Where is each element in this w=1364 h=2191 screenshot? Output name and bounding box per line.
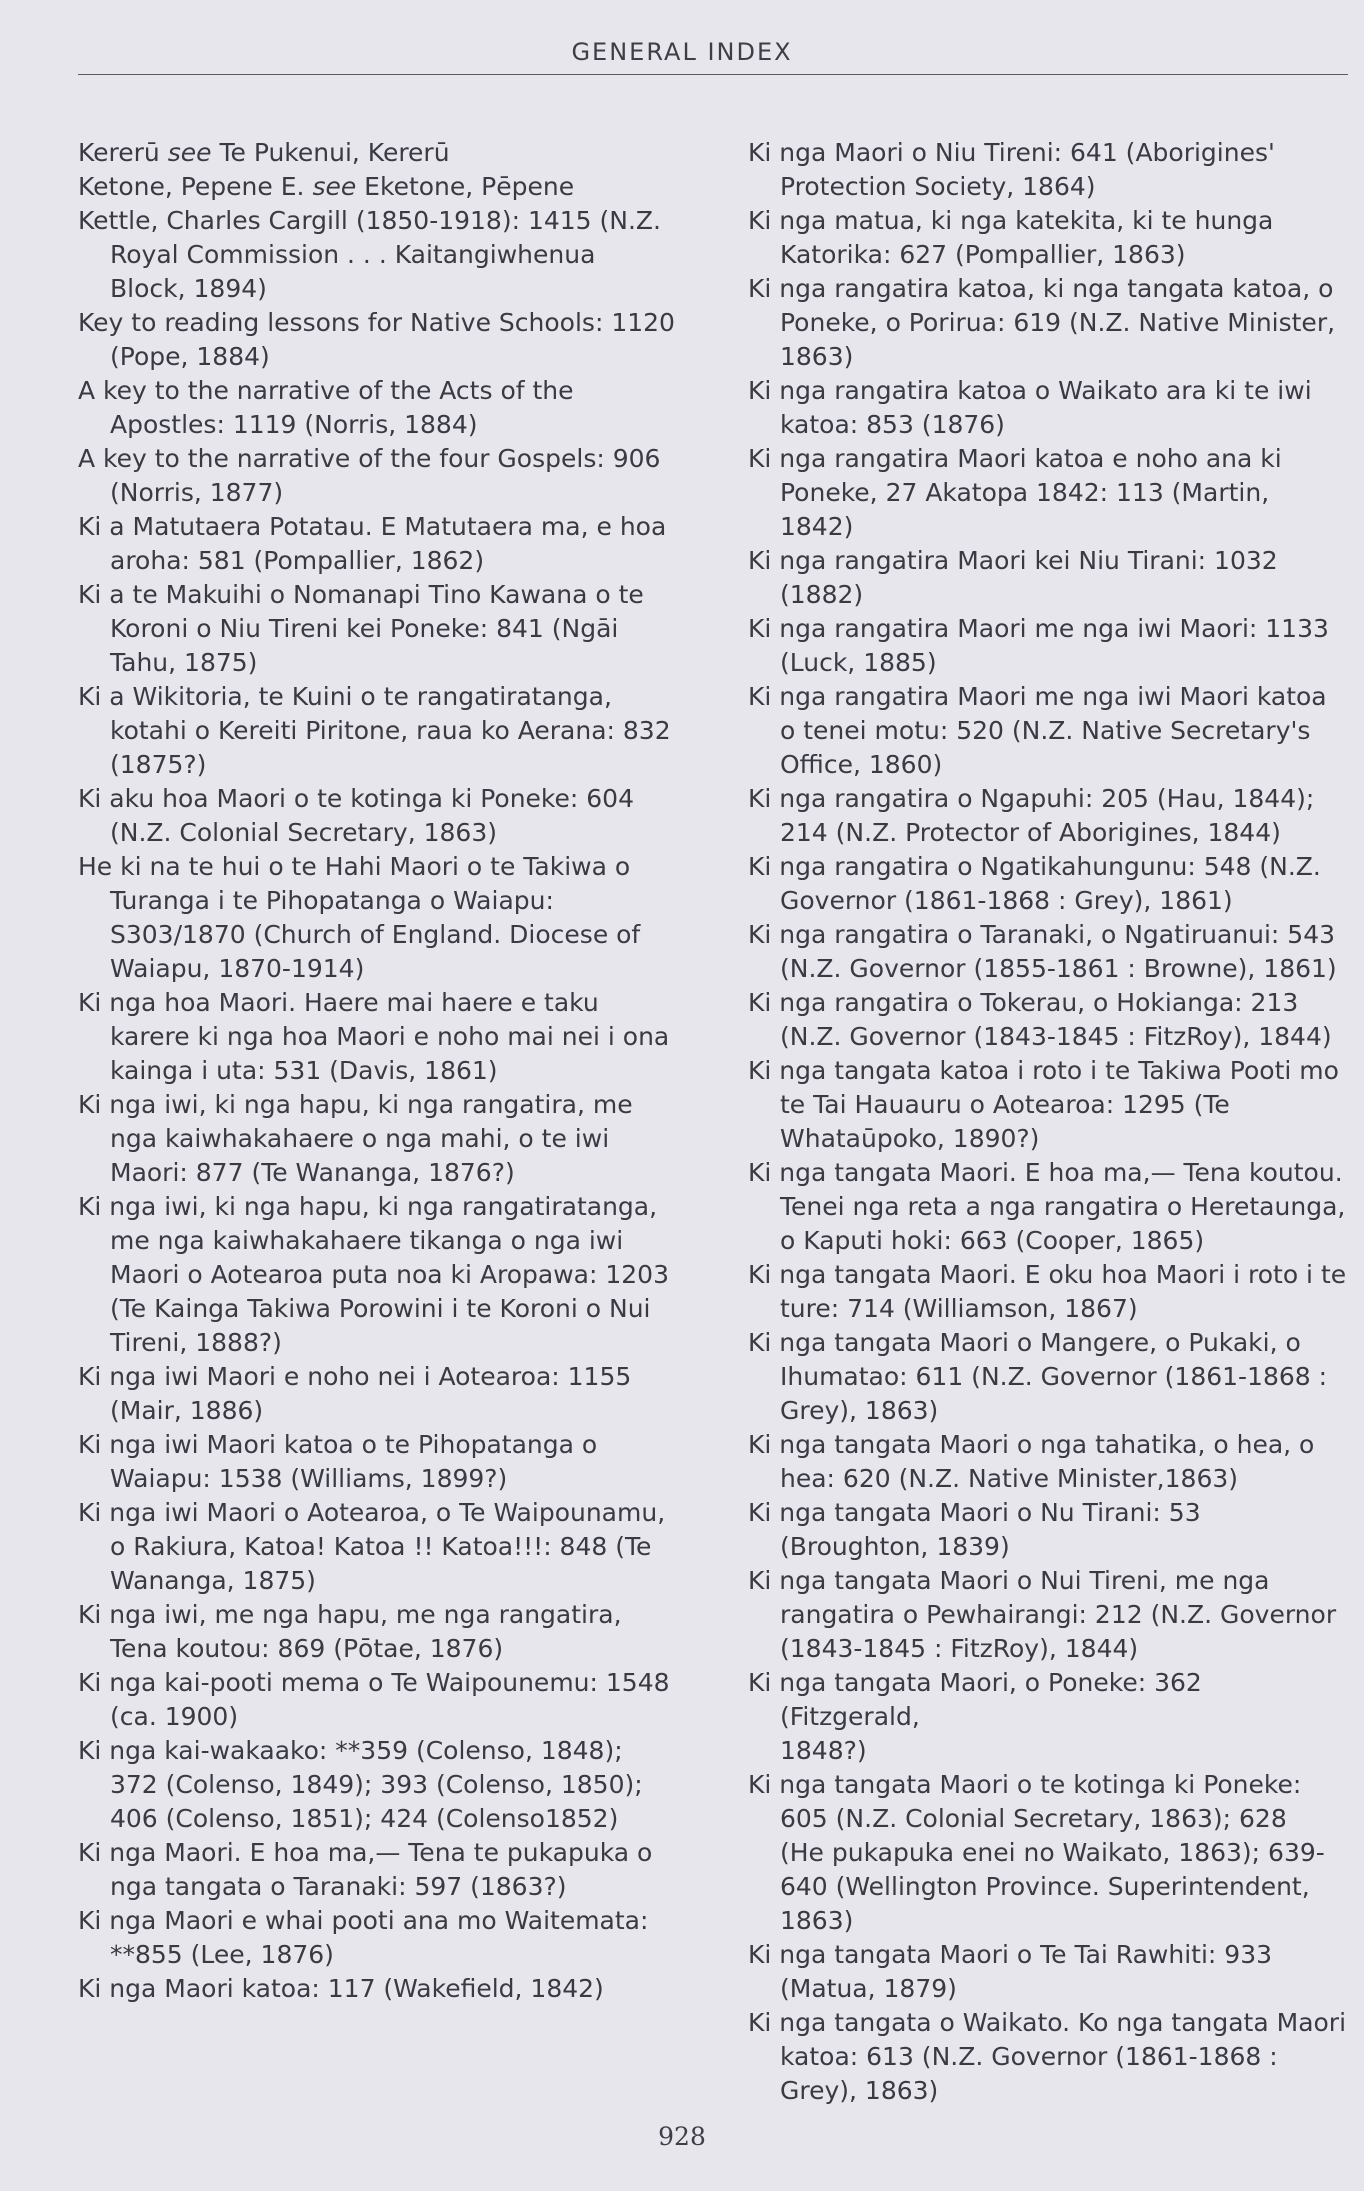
index-entry: Ki nga tangata Maori. E hoa ma,— Tena koutou. Tenei nga reta a nga rangatira o Heretaunga, o Kaputi hoki: 663 (Cooper, 1865) xyxy=(748,1158,1346,1255)
index-entry: Ki nga tangata Maori o Mangere, o Pukaki, o Ihumatao: 611 (N.Z. Governor (1861-1868 : Grey), 1863) xyxy=(748,1328,1328,1425)
index-entry: Ki nga tangata Maori o Nui Tireni, me nga rangatira o Pewhairangi: 212 (N.Z. Governor (1843-1845 : FitzRoy), 1844) xyxy=(748,1566,1337,1663)
index-entry: Ki a Wikitoria, te Kuini o te rangatiratanga, kotahi o Kereiti Piritone, raua ko Aerana: 832 (1875?) xyxy=(78,682,671,779)
index-entry: Kettle, Charles Cargill (1850-1918): 1415 (N.Z. Royal Commission . . . Kaitangiwhenua Block, 1894) xyxy=(78,206,662,303)
index-entry: A key to the narrative of the four Gospels: 906 (Norris, 1877) xyxy=(78,444,661,507)
index-entry: Ki nga rangatira Maori me nga iwi Maori: 1133 (Luck, 1885) xyxy=(748,614,1329,677)
index-entry: Ki nga Maori o Niu Tireni: 641 (Aborigines' Protection Society, 1864) xyxy=(748,138,1275,201)
index-entry: Ki nga rangatira o Ngatikahungunu: 548 (N.Z. Governor (1861-1868 : Grey), 1861) xyxy=(748,852,1321,915)
index-entry: Ki nga tangata Maori o nga tahatika, o hea, o hea: 620 (N.Z. Native Minister,1863) xyxy=(748,1430,1315,1493)
index-entry: A key to the narrative of the Acts of the Apostles: 1119 (Norris, 1884) xyxy=(78,376,574,439)
index-entry: Ki nga tangata o Waikato. Ko nga tangata Maori katoa: 613 (N.Z. Governor (1861-1868 : Grey), 1863) xyxy=(748,2008,1347,2105)
index-entry: Ki nga rangatira o Tokerau, o Hokianga: 213 (N.Z. Governor (1843-1845 : FitzRoy), 1844) xyxy=(748,988,1332,1051)
index-entry: Ki nga Maori katoa: 117 (Wakefield, 1842) xyxy=(78,1974,604,2003)
right-column xyxy=(748,136,1348,2108)
index-entry: Ki nga rangatira katoa o Waikato ara ki te iwi katoa: 853 (1876) xyxy=(748,376,1312,439)
page-number: 928 xyxy=(658,2122,706,2151)
index-entry: Ki nga rangatira Maori kei Niu Tirani: 1032 (1882) xyxy=(748,546,1278,609)
header-rule xyxy=(78,74,1348,75)
index-entry: Ki nga kai-pooti mema o Te Waipounemu: 1548 (ca. 1900) xyxy=(78,1668,670,1731)
running-header: GENERAL INDEX xyxy=(571,38,793,66)
index-entry: Ki nga iwi, me nga hapu, me nga rangatira, Tena koutou: 869 (Pōtae, 1876) xyxy=(78,1600,622,1663)
index-entry: Ki nga iwi Maori e noho nei i Aotearoa: 1155 (Mair, 1886) xyxy=(78,1362,632,1425)
index-entry: Ki nga iwi, ki nga hapu, ki nga rangatiratanga, me nga kaiwhakahaere tikanga o nga iwi Maori o Aotearoa puta noa ki Aropawa: 1203 (Te Kainga Takiwa Porowini i te Koroni o Nui Tireni, 1888?) xyxy=(78,1192,669,1357)
index-entry: Ki nga hoa Maori. Haere mai haere e taku karere ki nga hoa Maori e noho mai nei i ona kainga i uta: 531 (Davis, 1861) xyxy=(78,988,670,1085)
left-column xyxy=(78,136,688,2006)
index-entry: Ki nga tangata Maori. E oku hoa Maori i roto i te ture: 714 (Williamson, 1867) xyxy=(748,1260,1347,1323)
index-entry: Kererū see Te Pukenui, Kererū xyxy=(78,138,450,167)
index-entry: Key to reading lessons for Native Schools: 1120 (Pope, 1884) xyxy=(78,308,675,371)
index-entry: Ki nga tangata Maori o te kotinga ki Poneke: 605 (N.Z. Colonial Secretary, 1863); 628 (He pukapuka enei no Waikato, 1863); 639- 640 (Wellington Province. Superintendent, 1863) xyxy=(748,1770,1325,1935)
index-entry: Ki nga rangatira o Ngapuhi: 205 (Hau, 1844); 214 (N.Z. Protector of Aborigines, 1844) xyxy=(748,784,1315,847)
index-entry: Ki nga rangatira katoa, ki nga tangata katoa, o Poneke, o Porirua: 619 (N.Z. Native Minister, 1863) xyxy=(748,274,1336,371)
index-entry: He ki na te hui o te Hahi Maori o te Takiwa o Turanga i te Pihopatanga o Waiapu: S303/1870 (Church of England. Diocese of Waiapu, 1870-1914) xyxy=(78,852,641,983)
index-entry: Ki nga matua, ki nga katekita, ki te hunga Katorika: 627 (Pompallier, 1863) xyxy=(748,206,1274,269)
index-entry: Ki nga tangata katoa i roto i te Takiwa Pooti mo te Tai Hauauru o Aotearoa: 1295 (Te Whataūpoko, 1890?) xyxy=(748,1056,1339,1153)
index-entry: Ki nga iwi Maori katoa o te Pihopatanga o Waiapu: 1538 (Williams, 1899?) xyxy=(78,1430,598,1493)
index-entry: Ketone, Pepene E. see Eketone, Pēpene xyxy=(78,172,575,201)
index-entry: Ki nga kai-wakaako: **359 (Colenso, 1848); 372 (Colenso, 1849); 393 (Colenso, 1850); 406 (Colenso, 1851); 424 (Colenso1852) xyxy=(78,1736,643,1833)
index-entry: Ki nga tangata Maori, o Poneke: 362 (Fitzgerald, 1848?) xyxy=(748,1668,1202,1765)
index-entry: Ki aku hoa Maori o te kotinga ki Poneke: 604 (N.Z. Colonial Secretary, 1863) xyxy=(78,784,634,847)
index-entry: Ki nga tangata Maori o Te Tai Rawhiti: 933 (Matua, 1879) xyxy=(748,1940,1272,2003)
index-entry: Ki nga tangata Maori o Nu Tirani: 53 (Broughton, 1839) xyxy=(748,1498,1201,1561)
index-entry: Ki nga iwi Maori o Aotearoa, o Te Waipounamu, o Rakiura, Katoa! Katoa !! Katoa!!!: 848 (Te Wananga, 1875) xyxy=(78,1498,666,1595)
index-entry: Ki nga Maori e whai pooti ana mo Waitemata: **855 (Lee, 1876) xyxy=(78,1906,649,1969)
index-entry: Ki nga rangatira Maori me nga iwi Maori katoa o tenei motu: 520 (N.Z. Native Secretary's Office, 1860) xyxy=(748,682,1327,779)
index-entry: Ki a Matutaera Potatau. E Matutaera ma, e hoa aroha: 581 (Pompallier, 1862) xyxy=(78,512,667,575)
index-entry: Ki nga rangatira o Taranaki, o Ngatiruanui: 543 (N.Z. Governor (1855-1861 : Browne), 1861) xyxy=(748,920,1337,983)
index-entry: Ki nga rangatira Maori katoa e noho ana ki Poneke, 27 Akatopa 1842: 113 (Martin, 1842) xyxy=(748,444,1282,541)
index-entry: Ki nga Maori. E hoa ma,— Tena te pukapuka o nga tangata o Taranaki: 597 (1863?) xyxy=(78,1838,653,1901)
index-entry: Ki a te Makuihi o Nomanapi Tino Kawana o te Koroni o Niu Tireni kei Poneke: 841 (Ngāi Tahu, 1875) xyxy=(78,580,644,677)
index-entry: Ki nga iwi, ki nga hapu, ki nga rangatira, me nga kaiwhakahaere o nga mahi, o te iwi Maori: 877 (Te Wananga, 1876?) xyxy=(78,1090,633,1187)
